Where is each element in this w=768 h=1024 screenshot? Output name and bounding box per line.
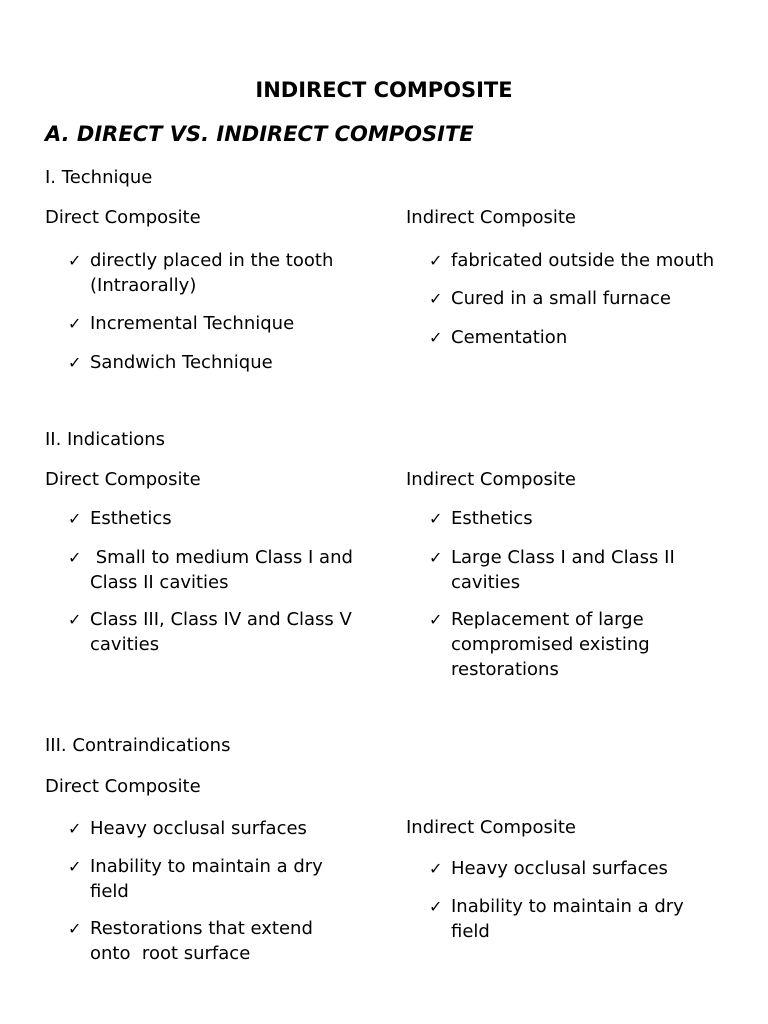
direct-composite-label: Direct Composite [45,469,201,490]
contraindications-direct-list [68,816,358,966]
check-icon: ✓ [429,548,443,567]
list-item: ✓ Inability to maintain a dry field [68,856,323,902]
direct-composite-label: Direct Composite [45,776,201,797]
check-icon: ✓ [68,251,82,270]
list-item: ✓ Sandwich Technique [68,352,273,373]
list-item: ✓ Esthetics [429,508,533,529]
check-icon: ✓ [68,857,82,876]
list-item: ✓ Heavy occlusal surfaces [429,858,668,879]
list-item: ✓ Incremental Technique [68,313,295,334]
indirect-composite-label: Indirect Composite [406,207,576,228]
check-icon: ✓ [429,897,443,916]
check-icon: ✓ [68,509,82,528]
check-icon: ✓ [68,919,82,938]
technique-indirect-list [429,248,719,350]
check-icon: ✓ [68,819,82,838]
page-title: INDIRECT COMPOSITE [255,78,513,102]
section-indications-heading: II. Indications [45,429,165,450]
check-icon: ✓ [429,328,443,347]
check-icon: ✓ [68,353,82,372]
check-icon: ✓ [429,509,443,528]
check-icon: ✓ [429,859,443,878]
list-item: ✓ Class III, Class IV and Class V cavities [68,609,352,655]
list-item: ✓ Heavy occlusal surfaces [68,818,307,839]
indications-direct-list [68,506,358,657]
list-item: ✓ Large Class I and Class II cavities [429,547,675,593]
indications-indirect-list [429,506,719,682]
indirect-composite-label: Indirect Composite [406,817,576,838]
section-contraindications-heading: III. Contraindications [45,735,231,756]
contraindications-indirect-list [429,856,719,944]
check-icon: ✓ [429,251,443,270]
check-icon: ✓ [68,610,82,629]
list-item: ✓ directly placed in the tooth (Intraorally) [68,250,334,296]
list-item: ✓ fabricated outside the mouth [429,250,715,271]
check-icon: ✓ [429,289,443,308]
indirect-composite-label: Indirect Composite [406,469,576,490]
direct-composite-label: Direct Composite [45,207,201,228]
section-a-heading: A. DIRECT VS. INDIRECT COMPOSITE [45,122,474,146]
list-item: ✓ Inability to maintain a dry field [429,896,684,942]
list-item: ✓ Small to medium Class I and Class II cavities [68,547,359,593]
check-icon: ✓ [68,314,82,333]
list-item: ✓ Esthetics [68,508,172,529]
list-item: ✓ Cementation [429,327,568,348]
list-item: ✓ Replacement of large compromised existing restorations [429,609,650,680]
check-icon: ✓ [68,548,82,567]
list-item: ✓ Restorations that extend onto root surface [68,918,319,964]
list-item: ✓ Cured in a small furnace [429,288,671,309]
check-icon: ✓ [429,610,443,629]
section-technique-heading: I. Technique [45,167,153,188]
technique-direct-list [68,248,358,375]
